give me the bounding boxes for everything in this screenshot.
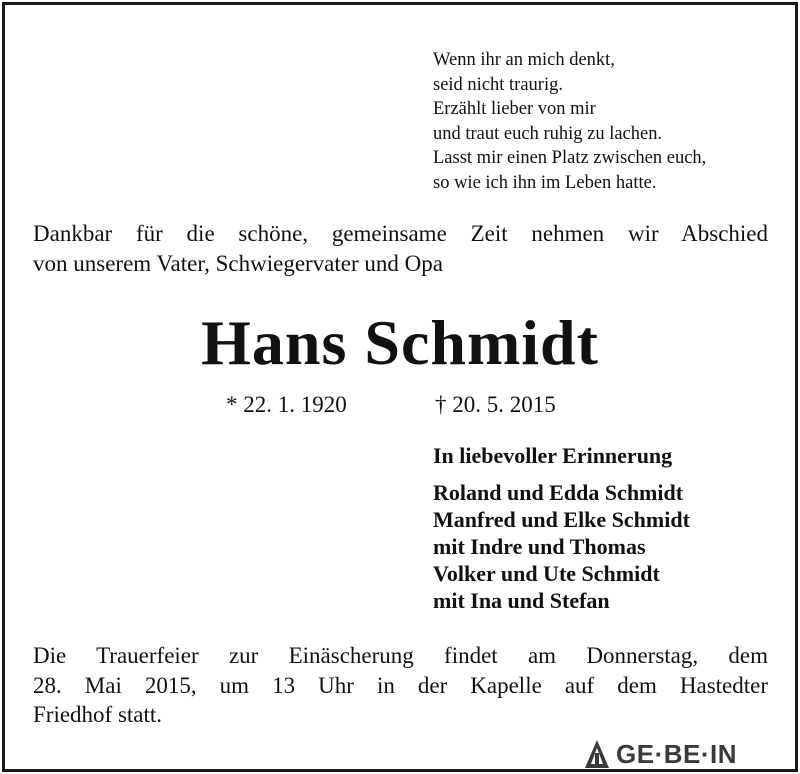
poem-line: so wie ich ihn im Leben hatte. [433, 172, 657, 193]
mourner-name: Volker und Ute Schmidt [433, 561, 660, 586]
publisher-logo [584, 737, 737, 771]
gratitude-line: von unserem Vater, Schwiegervater und Opa [33, 251, 443, 276]
death-date: † 20. 5. 2015 [435, 392, 556, 417]
gratitude-text [33, 219, 768, 279]
pyramid-logo-icon [584, 739, 610, 769]
mourners-block [433, 442, 773, 614]
funeral-announcement [33, 641, 768, 730]
funeral-line: Friedhof statt. [33, 702, 163, 727]
funeral-line: Die Trauerfeier zur Einäscherung findet am Donnerstag, dem [33, 643, 768, 668]
remembrance-heading: In liebevoller Erinnerung [433, 443, 673, 468]
mourner-name: mit Ina und Stefan [433, 588, 610, 613]
poem-line: Wenn ihr an mich denkt, [433, 50, 615, 70]
logo-text: GE·BE·IN [616, 738, 737, 769]
mourner-name: Manfred und Elke Schmidt [433, 507, 690, 532]
funeral-line: 28. Mai 2015, um 13 Uhr in der Kapelle auf dem Hastedter [33, 672, 768, 698]
mourner-name: mit Indre und Thomas [433, 534, 646, 559]
poem-line: Lasst mir einen Platz zwischen euch, [433, 148, 707, 169]
birth-date: * 22. 1. 1920 [226, 392, 347, 417]
memorial-poem [433, 48, 783, 196]
poem-line: seid nicht traurig. [433, 74, 563, 95]
poem-line: und traut euch ruhig zu lachen. [433, 123, 663, 144]
mourner-name: Roland und Edda Schmidt [433, 480, 684, 505]
poem-line: Erzählt lieber von mir [433, 99, 596, 120]
deceased-name: Hans Schmidt [201, 307, 599, 378]
gratitude-line: Dankbar für die schöne, gemeinsame Zeit nehmen wir Abschied [33, 221, 768, 246]
